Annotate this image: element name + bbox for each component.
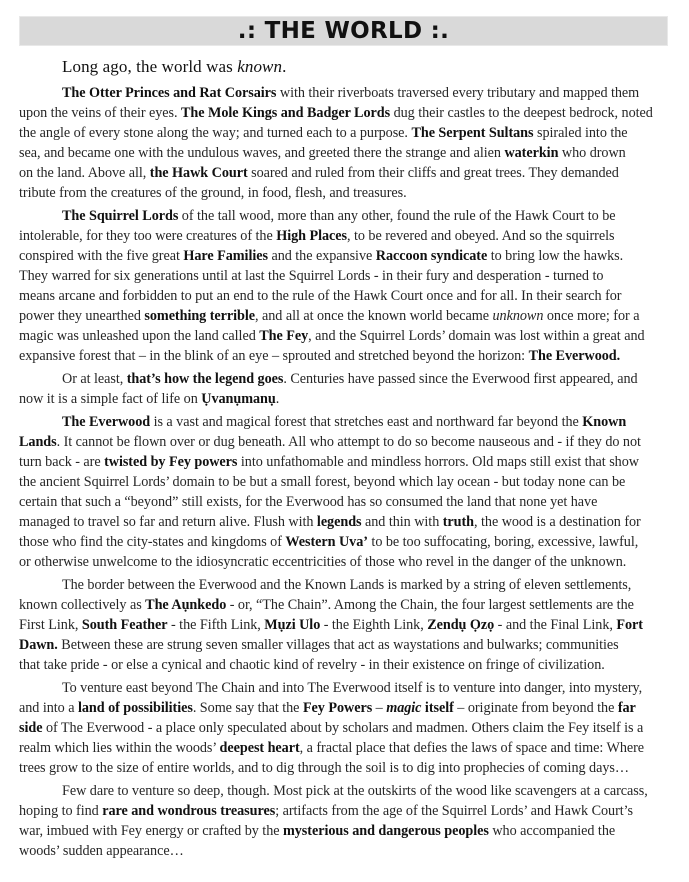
text-run: the angle of every stone along the way; and turned each to a purpose. bbox=[19, 125, 412, 141]
italic-term: unknown bbox=[492, 308, 544, 324]
text-run: expansive forest that – in the blink of an eye – sprouted and stretched beyond the horizon: bbox=[19, 348, 529, 364]
text-run: . It cannot be flown over or dug beneath. All who attempt to do so become nauseous and - if they do not bbox=[56, 434, 641, 450]
bold-term: that’s how the legend goes bbox=[126, 371, 284, 387]
bold-term: Fort bbox=[616, 617, 643, 633]
text-line bbox=[19, 718, 671, 738]
text-line bbox=[19, 552, 671, 572]
text-line bbox=[19, 306, 671, 326]
paragraph-origins bbox=[19, 83, 671, 203]
text-line bbox=[19, 801, 671, 821]
text-run: The border between the Everwood and the Known Lands is marked by a string of eleven settlements, bbox=[62, 577, 632, 593]
text-run: They warred for six generations until at last the Squirrel Lords - in their fury and desperation - turned to bbox=[19, 268, 604, 284]
text-line bbox=[19, 821, 671, 841]
text-line bbox=[19, 841, 671, 861]
lead-end: . bbox=[282, 57, 287, 76]
bold-term: the Hawk Court bbox=[149, 165, 248, 181]
text-line bbox=[19, 678, 671, 698]
bold-term: The Otter Princes and Rat Corsairs bbox=[62, 85, 277, 101]
page-title: .: THE WORLD :. bbox=[237, 17, 450, 44]
bold-term: The Mole Kings and Badger Lords bbox=[181, 105, 391, 121]
text-run: with their riverboats traversed every tributary and mapped them bbox=[276, 85, 640, 101]
text-run: on the land. Above all, bbox=[19, 165, 150, 181]
text-run: magic was unleashed upon the land called bbox=[19, 328, 260, 344]
text-run: of the tall wood, more than any other, found the rule of the Hawk Court to be bbox=[178, 208, 616, 224]
text-line bbox=[19, 389, 671, 409]
text-run: to bring low the hawks. bbox=[487, 248, 624, 264]
text-run: once more; for a bbox=[543, 308, 640, 324]
paragraph-treasures bbox=[19, 781, 671, 861]
text-run: now it is a simple fact of life on bbox=[19, 391, 202, 407]
bold-term: South Feather bbox=[81, 617, 168, 633]
lead-text: Long ago, the world was bbox=[62, 57, 238, 76]
text-line bbox=[19, 246, 671, 266]
text-run: realm which lies within the woods’ bbox=[19, 740, 220, 756]
bold-term: The Serpent Sultans bbox=[411, 125, 534, 141]
paragraph-everwood bbox=[19, 412, 671, 572]
bold-term: High Places bbox=[276, 228, 347, 244]
text-line bbox=[19, 595, 671, 615]
text-run: woods’ sudden appearance… bbox=[19, 843, 184, 859]
paragraph-the-chain bbox=[19, 575, 671, 675]
lead-sentence bbox=[62, 55, 671, 79]
text-run: - and the Final Link, bbox=[494, 617, 617, 633]
bold-term: truth bbox=[442, 514, 475, 530]
text-line bbox=[19, 286, 671, 306]
text-run: – originate from beyond the bbox=[453, 700, 618, 716]
text-line bbox=[19, 615, 671, 635]
bold-term: Dawn. bbox=[19, 637, 58, 653]
text-line bbox=[19, 346, 671, 366]
text-run: spiraled into the bbox=[533, 125, 628, 141]
text-run: those who find the city-states and kingdoms of bbox=[19, 534, 286, 550]
text-run: , a fractal place that defies the laws of space and time: Where bbox=[299, 740, 645, 756]
bold-term: Ụvanụmanụ bbox=[201, 391, 276, 407]
text-run: intolerable, for they too were creatures of the bbox=[19, 228, 277, 244]
bold-term: Fey Powers bbox=[302, 700, 373, 716]
text-run: - or, “The Chain”. Among the Chain, the four largest settlements are the bbox=[226, 597, 634, 613]
text-run: is a vast and magical forest that stretches east and northward far beyond the bbox=[150, 414, 583, 430]
bold-term: The Fey bbox=[259, 328, 309, 344]
bold-term: Raccoon syndicate bbox=[375, 248, 488, 264]
text-run: that take pride - or else a cynical and chaotic kind of revelry - in their existence on fringe of civilization. bbox=[19, 657, 605, 673]
text-run: soared and ruled from their cliffs and great trees. They demanded bbox=[247, 165, 619, 181]
bold-term: rare and wondrous treasures bbox=[102, 803, 276, 819]
bold-term: magic bbox=[386, 700, 422, 716]
text-run: , to be revered and obeyed. And so the squirrels bbox=[346, 228, 615, 244]
text-run: . Some say that the bbox=[192, 700, 303, 716]
text-run: or otherwise unwelcome to the idiosyncratic eccentricities of those who revel in the danger of the unknown. bbox=[19, 554, 627, 570]
text-run: , the wood is a destination for bbox=[474, 514, 641, 530]
text-run: - the Fifth Link, bbox=[167, 617, 265, 633]
text-line bbox=[19, 758, 671, 778]
lead-emphasis: known bbox=[237, 57, 283, 76]
text-run: to be too suffocating, boring, excessive, lawful, bbox=[367, 534, 639, 550]
text-line bbox=[19, 575, 671, 595]
text-line bbox=[19, 432, 671, 452]
bold-term: Hare Families bbox=[183, 248, 268, 264]
text-line bbox=[19, 226, 671, 246]
text-line bbox=[19, 143, 671, 163]
bold-term: twisted by Fey powers bbox=[104, 454, 238, 470]
bold-term: Western Uva’ bbox=[285, 534, 368, 550]
text-line bbox=[19, 452, 671, 472]
bold-term: deepest heart bbox=[219, 740, 300, 756]
bold-term: something terrible bbox=[144, 308, 256, 324]
text-run: who accompanied the bbox=[488, 823, 616, 839]
bold-term: The Squirrel Lords bbox=[62, 208, 179, 224]
text-run: dug their castles to the deepest bedrock, noted bbox=[390, 105, 653, 121]
text-line bbox=[19, 698, 671, 718]
text-line bbox=[19, 738, 671, 758]
text-run: To venture east beyond The Chain and into The Everwood itself is to venture into danger, into mystery, bbox=[62, 680, 643, 696]
text-run: Between these are strung seven smaller villages that act as waystations and bulwarks; communities bbox=[57, 637, 619, 653]
bold-term: side bbox=[19, 720, 43, 736]
text-run: upon the veins of their eyes. bbox=[19, 105, 182, 121]
text-line bbox=[19, 206, 671, 226]
bold-term: Known bbox=[582, 414, 627, 430]
text-line bbox=[19, 183, 671, 203]
text-run: war, imbued with Fey energy or crafted by the bbox=[19, 823, 283, 839]
text-line bbox=[19, 472, 671, 492]
bold-term: Mụzi Ulo bbox=[264, 617, 321, 633]
bold-term: Lands bbox=[19, 434, 57, 450]
text-run: ; artifacts from the age of the Squirrel Lords’ and Hawk Court’s bbox=[275, 803, 634, 819]
bold-term: far bbox=[617, 700, 636, 716]
text-run: First Link, bbox=[19, 617, 82, 633]
paragraph-venture bbox=[19, 678, 671, 778]
bold-term: legends bbox=[316, 514, 362, 530]
paragraph-legend bbox=[19, 369, 671, 409]
text-line bbox=[19, 163, 671, 183]
text-run: . Centuries have passed since the Everwood first appeared, and bbox=[283, 371, 638, 387]
text-run: Few dare to venture so deep, though. Most pick at the outskirts of the wood like scavengers at a carcass, bbox=[62, 783, 648, 799]
text-run: hoping to find bbox=[19, 803, 103, 819]
bold-term: mysterious and dangerous peoples bbox=[283, 823, 489, 839]
text-line bbox=[19, 635, 671, 655]
text-run: turn back - are bbox=[19, 454, 105, 470]
text-run: into unfathomable and mindless horrors. Old maps still exist that show bbox=[237, 454, 639, 470]
text-line bbox=[19, 103, 671, 123]
text-run: - the Eighth Link, bbox=[320, 617, 428, 633]
text-run: . bbox=[275, 391, 280, 407]
text-line bbox=[19, 492, 671, 512]
text-run: conspired with the five great bbox=[19, 248, 184, 264]
text-run: Or at least, bbox=[62, 371, 127, 387]
text-run: certain that such a “beyond” still exists, for the Everwood has so consumed the land that none yet have bbox=[19, 494, 598, 510]
bold-term: The Everwood. bbox=[528, 348, 621, 364]
text-run: trees grow to the size of entire worlds, and to dig through the soil is to dig into prophecies of coming days… bbox=[19, 760, 629, 776]
text-run: and the expansive bbox=[267, 248, 376, 264]
text-line bbox=[19, 655, 671, 675]
text-line bbox=[19, 512, 671, 532]
text-run: managed to travel so far and return alive. Flush with bbox=[19, 514, 317, 530]
paragraphs bbox=[19, 83, 671, 861]
bold-term: waterkin bbox=[504, 145, 559, 161]
text-line bbox=[19, 781, 671, 801]
text-line bbox=[19, 369, 671, 389]
bold-term: Zendụ Ọzọ bbox=[427, 617, 495, 633]
text-run: , and the Squirrel Lords’ domain was lost within a great and bbox=[308, 328, 645, 344]
text-line bbox=[19, 123, 671, 143]
text-run: who drown bbox=[558, 145, 626, 161]
text-line bbox=[19, 83, 671, 103]
text-run: – bbox=[372, 700, 387, 716]
document-body bbox=[19, 55, 671, 864]
text-line bbox=[19, 532, 671, 552]
text-run: the ancient Squirrel Lords’ domain to be but a small forest, beyond which lay ocean - but today none can be bbox=[19, 474, 626, 490]
text-run: of The Everwood - a place only speculated about by scholars and madmen. Others claim the Fey itself is a bbox=[42, 720, 644, 736]
text-run: tribute from the creatures of the ground, in food, flesh, and treasures. bbox=[19, 185, 407, 201]
text-run: means arcane and forbidden to put an end to the rule of the Hawk Court once and for all. In their search for bbox=[19, 288, 622, 304]
text-line bbox=[19, 326, 671, 346]
bold-term: The Everwood bbox=[62, 414, 151, 430]
text-run: and into a bbox=[19, 700, 78, 716]
bold-term: land of possibilities bbox=[77, 700, 193, 716]
text-run: power they unearthed bbox=[19, 308, 145, 324]
section-title-bar bbox=[19, 16, 668, 46]
text-run: , and all at once the known world became bbox=[255, 308, 493, 324]
bold-term: itself bbox=[421, 700, 454, 716]
text-line bbox=[19, 266, 671, 286]
text-run: sea, and became one with the undulous waves, and greeted there the strange and alien bbox=[19, 145, 505, 161]
paragraph-squirrel-lords bbox=[19, 206, 671, 366]
bold-term: The Aụnkedo bbox=[145, 597, 227, 613]
text-line bbox=[19, 412, 671, 432]
text-run: known collectively as bbox=[19, 597, 146, 613]
text-run: and thin with bbox=[361, 514, 443, 530]
